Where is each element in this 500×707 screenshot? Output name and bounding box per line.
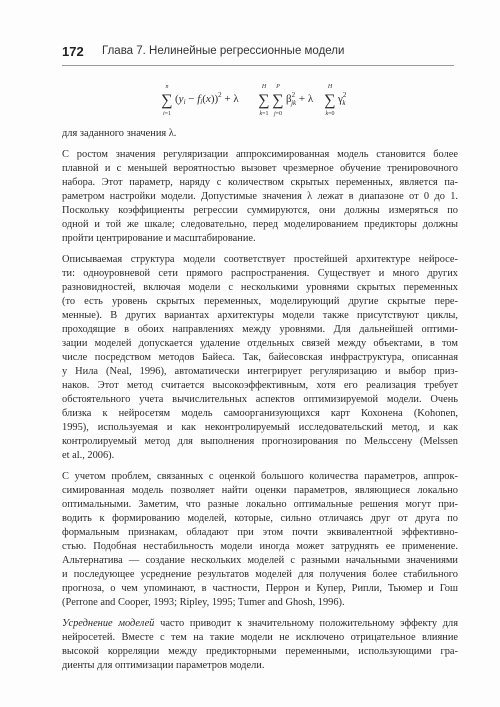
- text-line: раметром настройки модели. Допустимые значения λ лежат в диапазоне от 0 до 1.: [62, 191, 458, 202]
- paragraph-architecture: [62, 253, 458, 463]
- text-line: проходящие в обоих направлениях между уровнями. Для дальнейшей оптими-: [62, 324, 458, 335]
- paragraph-local-optima: [62, 470, 458, 610]
- text-line: 1995), используемая и как неконтролируемый исследовательский метод, и как: [62, 422, 458, 433]
- regularized-sse-formula: [160, 82, 370, 122]
- text-line: водить к формированию моделей, которые, сильно отличаясь друг от друга по: [62, 513, 458, 524]
- text-line: формальным признакам, обладают при этом почти эквивалентной эффективно-: [62, 527, 458, 538]
- text-line: разновидностей, включая модели с несколькими уровнями скрытых переменных: [62, 282, 458, 293]
- page-number: 172: [62, 44, 84, 59]
- text-line: пройти центрирование и масштабирование.: [62, 233, 256, 244]
- text-line: для заданного значения λ.: [62, 128, 177, 139]
- svg-text:∑: ∑: [258, 92, 270, 109]
- text-line: высокой корреляции между предикторными переменными, использующими гра-: [62, 646, 458, 657]
- svg-text:(yi − fi(x))2 + λ: (yi − fi(x))$^2$ + λ: [175, 91, 239, 106]
- text-line: контролируемый метод для выполнения прогнозирования по Мельссену (Melssen: [62, 436, 458, 447]
- text-line: С учетом проблем, связанных с оценкой большого количества параметров, аппрок-: [62, 471, 458, 482]
- text-line: (Perrone and Cooper, 1993; Ripley, 1995; Tumer and Ghosh, 1996).: [62, 597, 345, 608]
- text-line: одной и той же шкале; следовательно, перед моделированием предикторы должны: [62, 219, 458, 230]
- text-fragment: часто приводит к значительному положительному эффекту для: [154, 618, 458, 629]
- text-line: числе посредством методов Байеса. Так, байесовская инфраструктура, описанная: [62, 352, 458, 363]
- svg-text:P: P: [276, 84, 280, 90]
- svg-text:∑: ∑: [324, 92, 336, 109]
- text-line: обстоятельного учета вычислительных аспектов оптимизируемой модели. Очень: [62, 394, 458, 405]
- text-line: плавной и с меньшей вероятностью вызовет чрезмерное обучение тренировочного: [62, 163, 458, 174]
- text-line: зации моделей допускается удаление отдельных связей между объектами, в том: [62, 338, 458, 349]
- text-line: оптимальными. Заметим, что разные локально оптимальные решения могут при-: [62, 499, 458, 510]
- text-line: прогноза, о чем упоминают, в частности, Перрон и Купер, Рипли, Тьюмер и Гош: [62, 583, 458, 594]
- svg-text:γ2k: $\gamma^2$ k: [338, 91, 347, 107]
- text-line: Альтернатива — создание нескольких моделей с разными начальными значениями: [62, 555, 458, 566]
- text-line: [62, 617, 458, 631]
- text-line: менные). В других вариантах архитектуры модели также присутствуют циклы,: [62, 310, 458, 321]
- page-header: [62, 43, 454, 66]
- text-line: Описываемая структура модели соответствует простейшей архитектуре нейросе-: [62, 254, 458, 265]
- text-line: диенты для оптимизации параметров модели.: [62, 660, 265, 671]
- text-line: наков. Этот метод считается высокоэффективным, хотя его реализация требует: [62, 380, 458, 391]
- svg-text:β2jk + λ: $\beta^2$ jk + λ: [286, 91, 314, 107]
- text-line: симированная модель позволяет найти оценки параметров, являющиеся локально: [62, 485, 458, 496]
- chapter-title: Глава 7. Нелинейные регрессионные модели: [102, 45, 345, 57]
- text-line: С ростом значения регуляризации аппроксимированная модель становится более: [62, 149, 458, 160]
- svg-text:i=1: i=1: [162, 111, 172, 117]
- text-line: Поскольку коэффициенты регрессии суммируются, они должны измеряться по: [62, 205, 458, 216]
- svg-text:n: n: [165, 84, 169, 90]
- svg-text:∑: ∑: [272, 92, 284, 109]
- paragraph-model-averaging: [62, 617, 458, 673]
- svg-text:k=0: k=0: [325, 111, 335, 117]
- svg-text:k=1: k=1: [259, 111, 269, 117]
- paragraph-regularization: [62, 148, 458, 246]
- text-line: нейросетей. Вместе с тем на такие модели не исключено отрицательное влияние: [62, 632, 458, 643]
- formula-svg: [160, 82, 370, 122]
- text-line: и последующее усреднение результатов моделей для получения более стабильного: [62, 569, 458, 580]
- svg-text:∑: ∑: [161, 92, 173, 109]
- svg-text:H: H: [261, 84, 267, 90]
- text-line: близка к нейросетям модель самоорганизующихся карт Кохонена (Kohonen,: [62, 408, 458, 419]
- intro-line: [62, 127, 458, 141]
- text-line: набора. Этот параметр, наряду с количеством скрытых переменных, является па-: [62, 177, 458, 188]
- text-line: ти: одноуровневой сети прямого распространения. Существует и много других: [62, 268, 458, 279]
- text-line: у Нила (Neal, 1996), автоматически интегрирует регуляризацию и выбор приз-: [62, 366, 458, 377]
- svg-text:j=0: j=0: [273, 111, 283, 117]
- svg-text:H: H: [327, 84, 333, 90]
- body-text: [62, 127, 458, 673]
- emphasis-term: Усреднение моделей: [62, 618, 155, 629]
- text-line: стью. Подобная нестабильность модели иногда может затруднять ее применение.: [62, 541, 458, 552]
- text-line: et al., 2006).: [62, 450, 115, 461]
- text-line: (то есть уровень скрытых переменных, моделирующий другие скрытые пере-: [62, 296, 458, 307]
